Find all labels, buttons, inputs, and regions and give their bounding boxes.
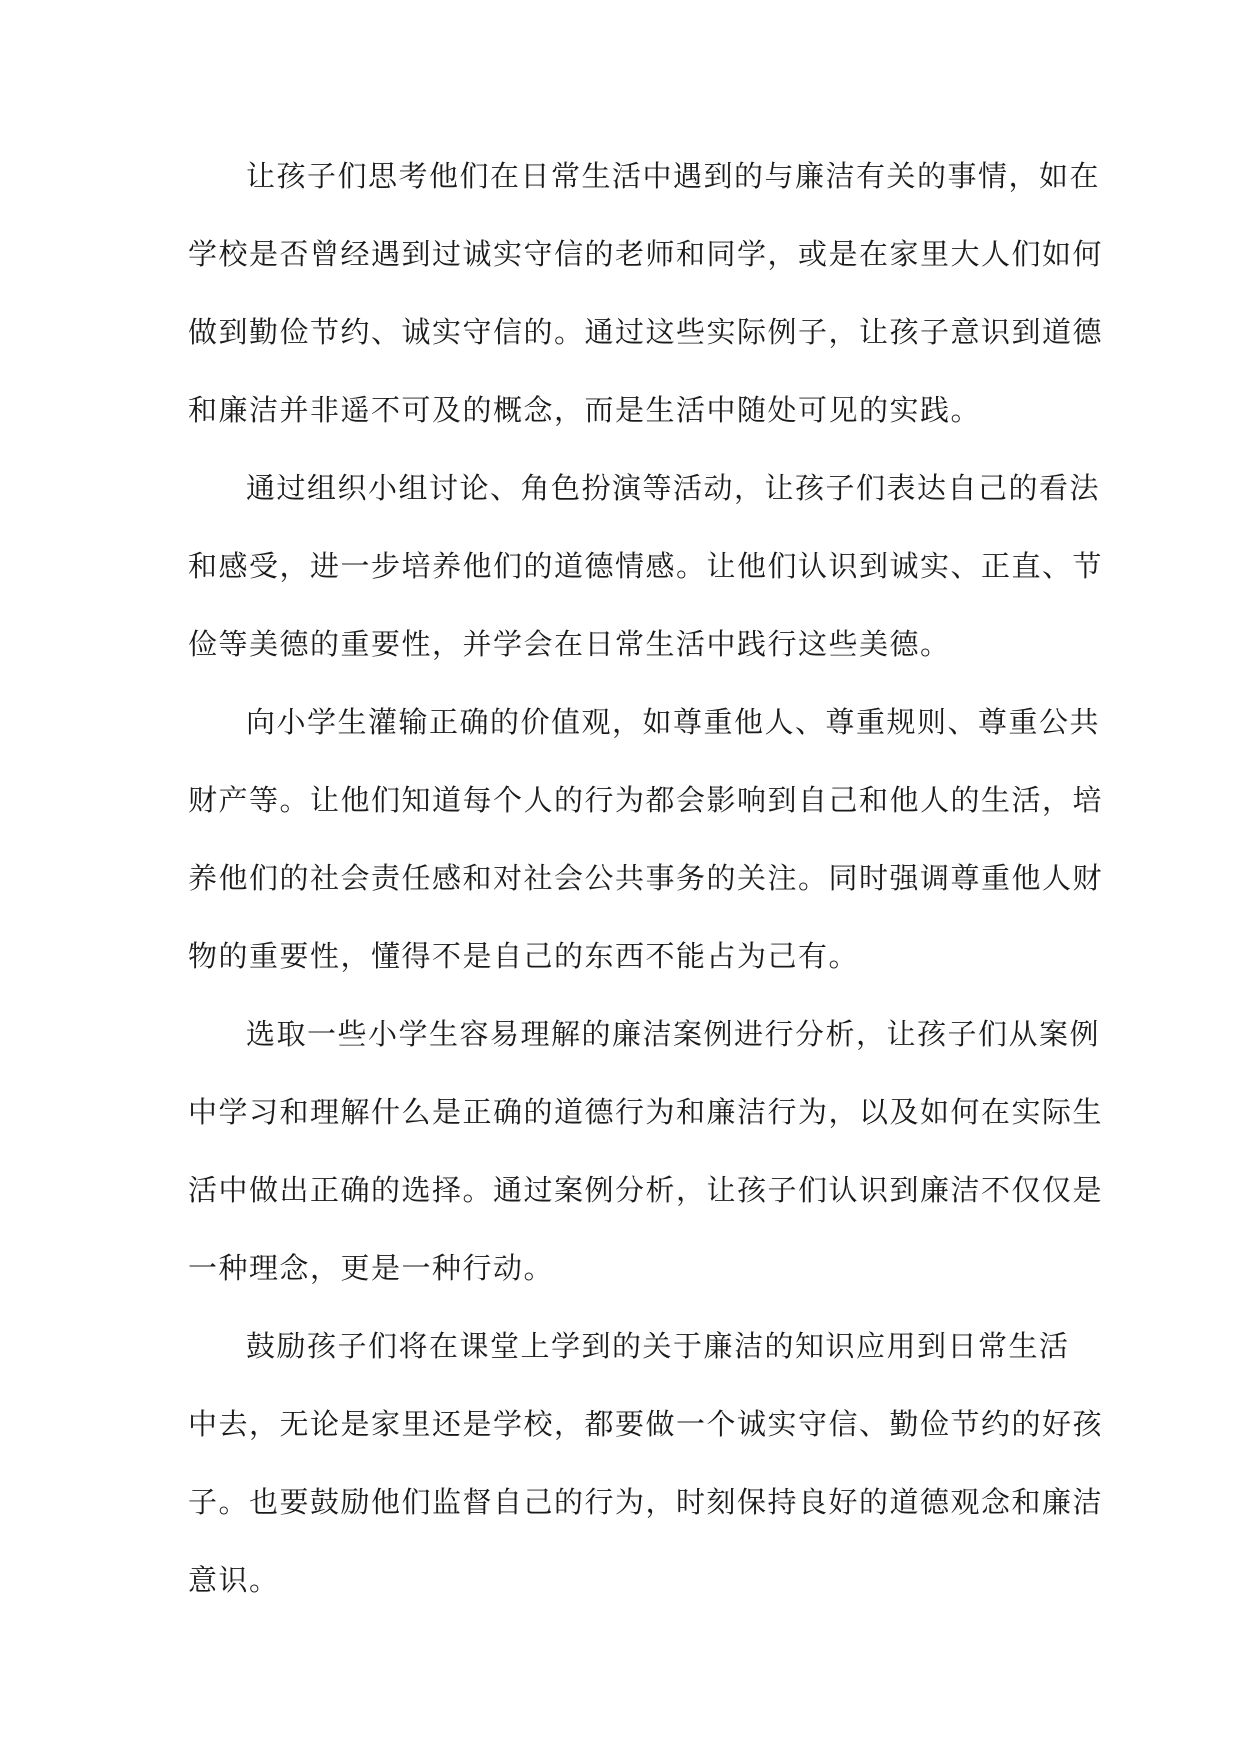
text-line: 子。也要鼓励他们监督自己的行为，时刻保持良好的道德观念和廉洁 — [188, 1485, 1104, 1519]
text-line: 物的重要性，懂得不是自己的东西不能占为己有。 — [188, 939, 860, 973]
paragraph-5 — [188, 1307, 1104, 1619]
body-text — [188, 137, 1104, 1619]
paragraph-2 — [188, 449, 1104, 683]
text-line: 通过组织小组讨论、角色扮演等活动，让孩子们表达自己的看法 — [246, 471, 1101, 505]
text-line: 中学习和理解什么是正确的道德行为和廉洁行为，以及如何在实际生 — [188, 1095, 1104, 1129]
text-line: 向小学生灌输正确的价值观，如尊重他人、尊重规则、尊重公共 — [246, 705, 1101, 739]
text-line: 和廉洁并非遥不可及的概念，而是生活中随处可见的实践。 — [188, 393, 982, 427]
text-line: 选取一些小学生容易理解的廉洁案例进行分析，让孩子们从案例 — [246, 1017, 1101, 1051]
text-line: 让孩子们思考他们在日常生活中遇到的与廉洁有关的事情，如在 — [246, 159, 1101, 193]
paragraph-1 — [188, 137, 1104, 449]
text-line: 中去，无论是家里还是学校，都要做一个诚实守信、勤俭节约的好孩 — [188, 1407, 1104, 1441]
paragraph-3 — [188, 683, 1104, 995]
text-line: 俭等美德的重要性，并学会在日常生活中践行这些美德。 — [188, 627, 951, 661]
text-line: 做到勤俭节约、诚实守信的。通过这些实际例子，让孩子意识到道德 — [188, 315, 1104, 349]
text-line: 一种理念，更是一种行动。 — [188, 1251, 555, 1285]
text-line: 养他们的社会责任感和对社会公共事务的关注。同时强调尊重他人财 — [188, 861, 1104, 895]
text-line: 和感受，进一步培养他们的道德情感。让他们认识到诚实、正直、节 — [188, 549, 1104, 583]
text-line: 活中做出正确的选择。通过案例分析，让孩子们认识到廉洁不仅仅是 — [188, 1173, 1104, 1207]
paragraph-4 — [188, 995, 1104, 1307]
text-line: 鼓励孩子们将在课堂上学到的关于廉洁的知识应用到日常生活 — [246, 1329, 1070, 1363]
text-line: 学校是否曾经遇到过诚实守信的老师和同学，或是在家里大人们如何 — [188, 237, 1104, 271]
text-line: 财产等。让他们知道每个人的行为都会影响到自己和他人的生活，培 — [188, 783, 1104, 817]
text-line: 意识。 — [188, 1563, 280, 1597]
